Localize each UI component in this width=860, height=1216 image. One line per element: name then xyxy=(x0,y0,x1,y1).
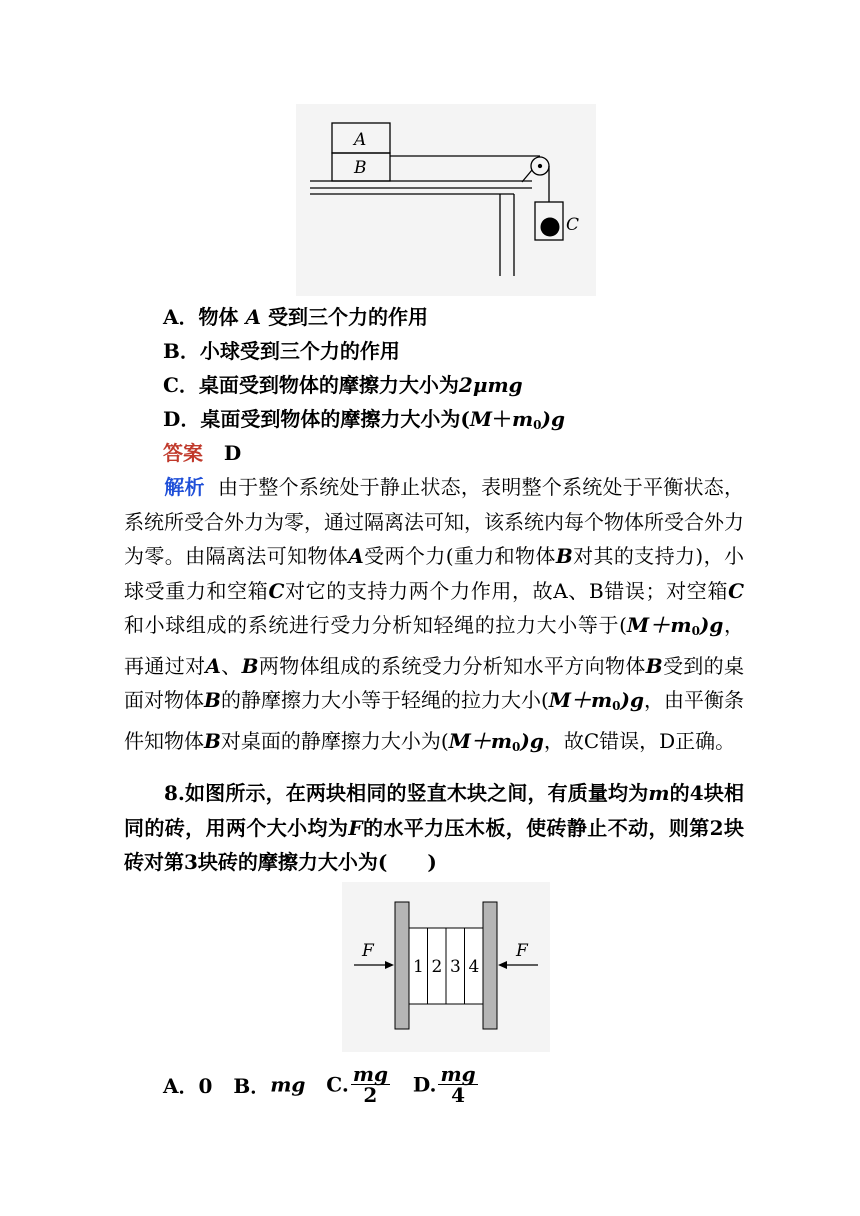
brick-label-1: 1 xyxy=(413,957,424,977)
force-label-left: F xyxy=(362,941,374,961)
option-c: C．桌面受到物体的摩擦力大小为2μmg xyxy=(163,373,523,397)
label-b: B xyxy=(354,158,367,178)
answer-label: 答案 xyxy=(163,441,203,465)
choice-c: C. $\frac{mg}{2}$ xyxy=(326,1062,388,1107)
analysis-paragraph: 解析 由于整个系统处于静止状态，表明整个系统处于平衡状态，系统所受合外力为零，通过隔离法可知，该系统内每个物体所受合外力为零。由隔离法可知物体A受两个力(重力和物体B对其的支持力)，小球受重力和空箱C对它的支持力两个力作用，故A、B错误；对空箱C和小球组成的系统进行受力分析知轻绳的拉力大小等于$(M+m_0)g$，再通过对A、B两物体组成的系统受力分析知水平方向物体B受到的桌面对物体B的静摩擦力大小等于轻绳的拉力大小$(M+m_0)g$，由平衡条件知物体B对桌面的静摩擦力大小为$(M+m_0)g$，故C错误，D正确。 xyxy=(124,475,745,754)
pulley-diagram xyxy=(296,104,596,296)
question-8: 8.如图所示，在两块相同的竖直木块之间，有质量均为m的4块相同的砖，用两个大小均为F的水平力压木板，使砖静止不动，则第2块砖对第3块砖的摩擦力大小为( ) xyxy=(124,781,745,874)
answer-value: D xyxy=(223,441,242,465)
choice-d: D. $\frac{mg}{4}$ xyxy=(412,1062,476,1107)
force-label-right: F xyxy=(516,941,528,961)
option-a: A．物体 A 受到三个力的作用 xyxy=(163,305,428,329)
figure-table-pulley xyxy=(296,104,596,296)
answer-line xyxy=(163,436,241,470)
label-c: C xyxy=(566,215,580,235)
label-a: A xyxy=(354,130,367,150)
ball xyxy=(541,218,560,237)
brick-label-2: 2 xyxy=(431,957,443,977)
brick-label-3: 3 xyxy=(450,957,461,977)
left-board xyxy=(395,902,409,1029)
figure-bricks xyxy=(342,882,550,1052)
right-board xyxy=(483,902,497,1029)
choice-b: B．mg xyxy=(233,1072,306,1098)
option-d: D．桌面受到物体的摩擦力大小为$(M+m_0)g$ xyxy=(163,407,565,432)
brick-label-4: 4 xyxy=(468,957,480,977)
bricks-diagram xyxy=(342,882,550,1052)
choices-8 xyxy=(163,1064,480,1105)
option-b: B．小球受到三个力的作用 xyxy=(163,339,400,363)
choice-a: A．0 xyxy=(163,1074,213,1098)
analysis-label: 解析 xyxy=(164,475,205,499)
